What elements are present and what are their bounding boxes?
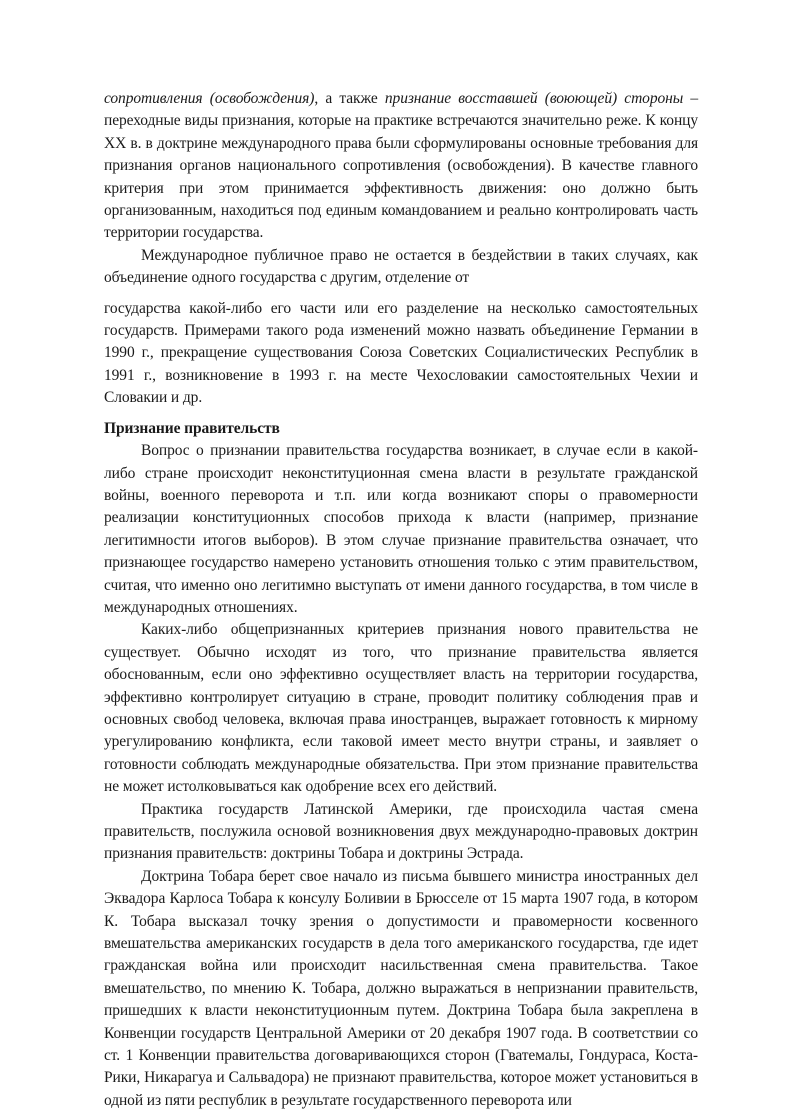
paragraph-text: – переходные виды признания, которые на практике встречаются значительно реже. К концу XX в. в доктрине международного права были сформулированы основные требования для признания органов национального сопротивления (освобождения). В качестве главного критерия при этом принимается эффективность движения: оно должно быть организованным, находиться под единым командованием и реально контролировать часть территории государства. <box>104 90 699 242</box>
document-page <box>104 88 698 1112</box>
paragraph-tobar-doctrine: Доктрина Тобара берет свое начало из письма бывшего министра иностранных дел Эквадора Карлоса Тобара к консулу Боливии в Брюсселе от 15 марта 1907 года, в котором К. Тобара высказал точку зрения о допустимости и правомерности косвенного вмешательства американских государств в дела того американского государства, где идет гражданская война или происходит насильственная смена правительства. Такое вмешательство, по мнению К. Тобара, должно выражаться в непризнании правительств, пришедших к власти неконституционным путем. Доктрина Тобара была закреплена в Конвенции государств Центральной Америки от 20 декабря 1907 года. В соответствии со ст. 1 Конвенции правительства договаривающихся сторон (Гватемалы, Гондураса, Коста-Рики, Никарагуа и Сальвадора) не признают правительства, которое может установиться в одной из пяти республик в результате государственного переворота или <box>104 867 698 1109</box>
paragraph-government-recognition: Вопрос о признании правительства государства возникает, в случае если в какой-либо стране происходит неконституционная смена власти в результате гражданской войны, военного переворота и т.п. или когда возникают споры о правомерности реализации конституционных способов прихода к власти (например, признание легитимности итогов выборов). В этом случае признание правительства означает, что признающее государство намерено установить отношения только с этим правительством, считая, что именно оно легитимно выступать от имени данного государства, в том числе в международных отношениях. <box>104 442 698 616</box>
paragraph-latin-america-practice: Практика государств Латинской Америки, где происходила частая смена правительств, послужила основой возникновения двух международно-правовых доктрин признания правительств: доктрины Тобара и доктрины Эстрада. <box>104 800 698 863</box>
italic-term-resistance: сопротивления (освобождения) <box>104 90 315 107</box>
paragraph-state-changes-start: Международное публичное право не остается в бездействии в таких случаях, как объединение одного государства с другим, отделение от <box>104 246 698 287</box>
italic-term-belligerent: признание восставшей (воюющей) стороны <box>384 90 684 107</box>
section-heading: Признание правительств <box>104 419 280 437</box>
paragraph-recognition-types <box>104 88 698 245</box>
paragraph-state-changes-continued: государства какой-либо его части или его разделение на несколько самостоятельных государств. Примерами такого рода изменений можно назвать объединение Германии в 1990 г., прекращение существования Союза Советских Социалистических Республик в 1991 г., возникновение в 1993 г. на месте Чехословакии самостоятельных Чехии и Словакии и др. <box>104 299 698 407</box>
paragraph-text: , а также <box>314 90 385 107</box>
paragraph-recognition-criteria: Каких-либо общепризнанных критериев признания нового правительства не существует. Обычно исходят из того, что признание правительства является обоснованным, если оно эффективно осуществляет власть на территории государства, эффективно контролирует ситуацию в стране, проводит политику соблюдения прав и основных свобод человека, включая права иностранцев, выражает готовность к мирному урегулированию конфликта, если таковой имеет место внутри страны, и заявляет о готовности соблюдать международные обязательства. При этом признание правительства не может истолковываться как одобрение всех его действий. <box>104 621 698 796</box>
